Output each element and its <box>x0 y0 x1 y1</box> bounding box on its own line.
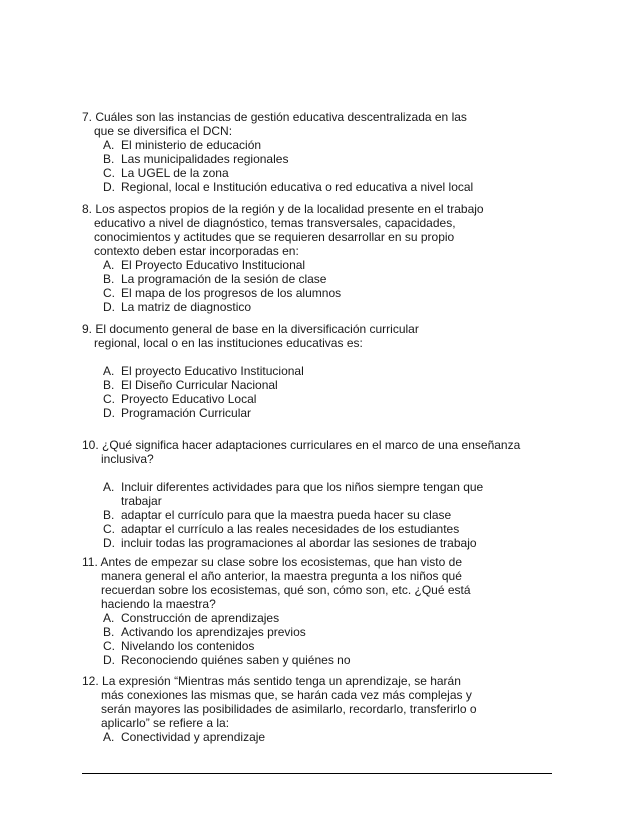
option-list <box>82 480 552 550</box>
question-12 <box>82 674 552 744</box>
option-text: Regional, local e Institución educativa o red educativa a nivel local <box>121 180 474 194</box>
option-b <box>82 625 552 639</box>
stem-line: 10. ¿Qué significa hacer adaptaciones curriculares en el marco de una enseñanza <box>82 438 521 452</box>
option-letter: A. <box>103 258 115 272</box>
option-text: Construcción de aprendizajes <box>121 611 280 625</box>
option-text: Proyecto Educativo Local <box>121 392 257 406</box>
option-letter: B. <box>103 272 115 286</box>
option-text: Programación Curricular <box>121 406 252 420</box>
option-text: Incluir diferentes actividades para que los niños siempre tengan que trabajar <box>121 480 484 508</box>
option-letter: B. <box>103 625 115 639</box>
option-a <box>82 258 552 272</box>
option-letter: D. <box>103 300 115 314</box>
option-text: Las municipalidades regionales <box>121 152 289 166</box>
option-text: Conectividad y aprendizaje <box>121 730 266 744</box>
stem-line: 12. La expresión “Mientras más sentido tenga un aprendizaje, se harán <box>82 674 461 688</box>
question-11 <box>82 555 552 667</box>
option-d <box>82 406 552 420</box>
option-list <box>82 138 552 194</box>
stem-line: conocimientos y actitudes que se requieren desarrollar en su propio <box>94 230 455 244</box>
option-letter: D. <box>103 406 115 420</box>
option-letter: A. <box>103 138 115 152</box>
option-text: La programación de la sesión de clase <box>121 272 327 286</box>
question-9 <box>82 322 552 420</box>
question-stem <box>82 438 552 466</box>
option-text: Activando los aprendizajes previos <box>121 625 306 639</box>
option-list <box>82 258 552 314</box>
stem-line: recuerdan sobre los ecosistemas, qué son, cómo son, etc. ¿Qué está <box>101 583 471 597</box>
stem-line: contexto deben estar incorporadas en: <box>94 244 299 258</box>
option-text: El ministerio de educación <box>121 138 262 152</box>
question-10 <box>82 438 552 550</box>
option-d <box>82 180 552 194</box>
spacer <box>82 466 552 480</box>
stem-line: manera general el año anterior, la maestra pregunta a los niños qué <box>101 569 462 583</box>
option-letter: A. <box>103 364 115 378</box>
stem-line: inclusiva? <box>101 452 154 466</box>
option-b <box>82 508 552 522</box>
question-stem <box>82 202 552 258</box>
option-d <box>82 300 552 314</box>
option-letter: B. <box>103 152 115 166</box>
option-text: La UGEL de la zona <box>121 166 229 180</box>
spacer <box>82 350 552 364</box>
question-stem <box>82 674 552 730</box>
option-letter: B. <box>103 378 115 392</box>
option-c <box>82 286 552 300</box>
question-8 <box>82 202 552 314</box>
stem-line: 8. Los aspectos propios de la región y de la localidad presente en el trabajo <box>82 202 484 216</box>
stem-line: que se diversifica el DCN: <box>94 124 233 138</box>
question-stem <box>82 110 552 138</box>
stem-line: 9. El documento general de base en la diversificación curricular <box>82 322 419 336</box>
stem-line: 11. Antes de empezar su clase sobre los ecosistemas, que han visto de <box>82 555 462 569</box>
option-text: El Diseño Curricular Nacional <box>121 378 278 392</box>
stem-line: 7. Cuáles son las instancias de gestión educativa descentralizada en las <box>82 110 467 124</box>
option-letter: D. <box>103 653 115 667</box>
option-a <box>82 138 552 152</box>
option-letter: A. <box>103 480 115 494</box>
question-stem <box>82 555 552 611</box>
option-a <box>82 730 552 744</box>
option-letter: B. <box>103 508 115 522</box>
option-c <box>82 166 552 180</box>
option-text: El mapa de los progresos de los alumnos <box>121 286 342 300</box>
option-letter: D. <box>103 180 115 194</box>
option-letter: C. <box>103 166 115 180</box>
option-b <box>82 378 552 392</box>
option-letter: C. <box>103 639 115 653</box>
option-d <box>82 653 552 667</box>
question-7 <box>82 110 552 194</box>
option-text: Nivelando los contenidos <box>121 639 255 653</box>
option-letter: C. <box>103 286 115 300</box>
stem-line: más conexiones las mismas que, se harán cada vez más complejas y <box>101 688 472 702</box>
option-letter: A. <box>103 730 115 744</box>
option-b <box>82 152 552 166</box>
option-text: El Proyecto Educativo Institucional <box>121 258 306 272</box>
option-letter: A. <box>103 611 115 625</box>
option-text: adaptar el currículo para que la maestra pueda hacer su clase <box>121 508 452 522</box>
option-text: Reconociendo quiénes saben y quiénes no <box>121 653 351 667</box>
option-text: incluir todas las programaciones al abordar las sesiones de trabajo <box>121 536 477 550</box>
question-stem <box>82 322 552 350</box>
option-text: La matriz de diagnostico <box>121 300 252 314</box>
option-letter: D. <box>103 536 115 550</box>
option-b <box>82 272 552 286</box>
stem-line: serán mayores las posibilidades de asimilarlo, recordarlo, transferirlo o <box>101 702 477 716</box>
option-c <box>82 639 552 653</box>
option-a <box>82 480 552 508</box>
option-a <box>82 364 552 378</box>
stem-line: educativo a nivel de diagnóstico, temas transversales, capacidades, <box>94 216 456 230</box>
option-list <box>82 611 552 667</box>
stem-line: aplicarlo” se refiere a la: <box>101 716 230 730</box>
stem-line: haciendo la maestra? <box>101 597 216 611</box>
option-list <box>82 730 552 744</box>
option-c <box>82 392 552 406</box>
footer-rule <box>82 773 552 774</box>
stem-line: regional, local o en las instituciones educativas es: <box>94 336 363 350</box>
option-text: El proyecto Educativo Institucional <box>121 364 304 378</box>
option-list <box>82 364 552 420</box>
option-text: adaptar el currículo a las reales necesidades de los estudiantes <box>121 522 460 536</box>
option-letter: C. <box>103 392 115 406</box>
option-d <box>82 536 552 550</box>
option-letter: C. <box>103 522 115 536</box>
option-c <box>82 522 552 536</box>
option-a <box>82 611 552 625</box>
